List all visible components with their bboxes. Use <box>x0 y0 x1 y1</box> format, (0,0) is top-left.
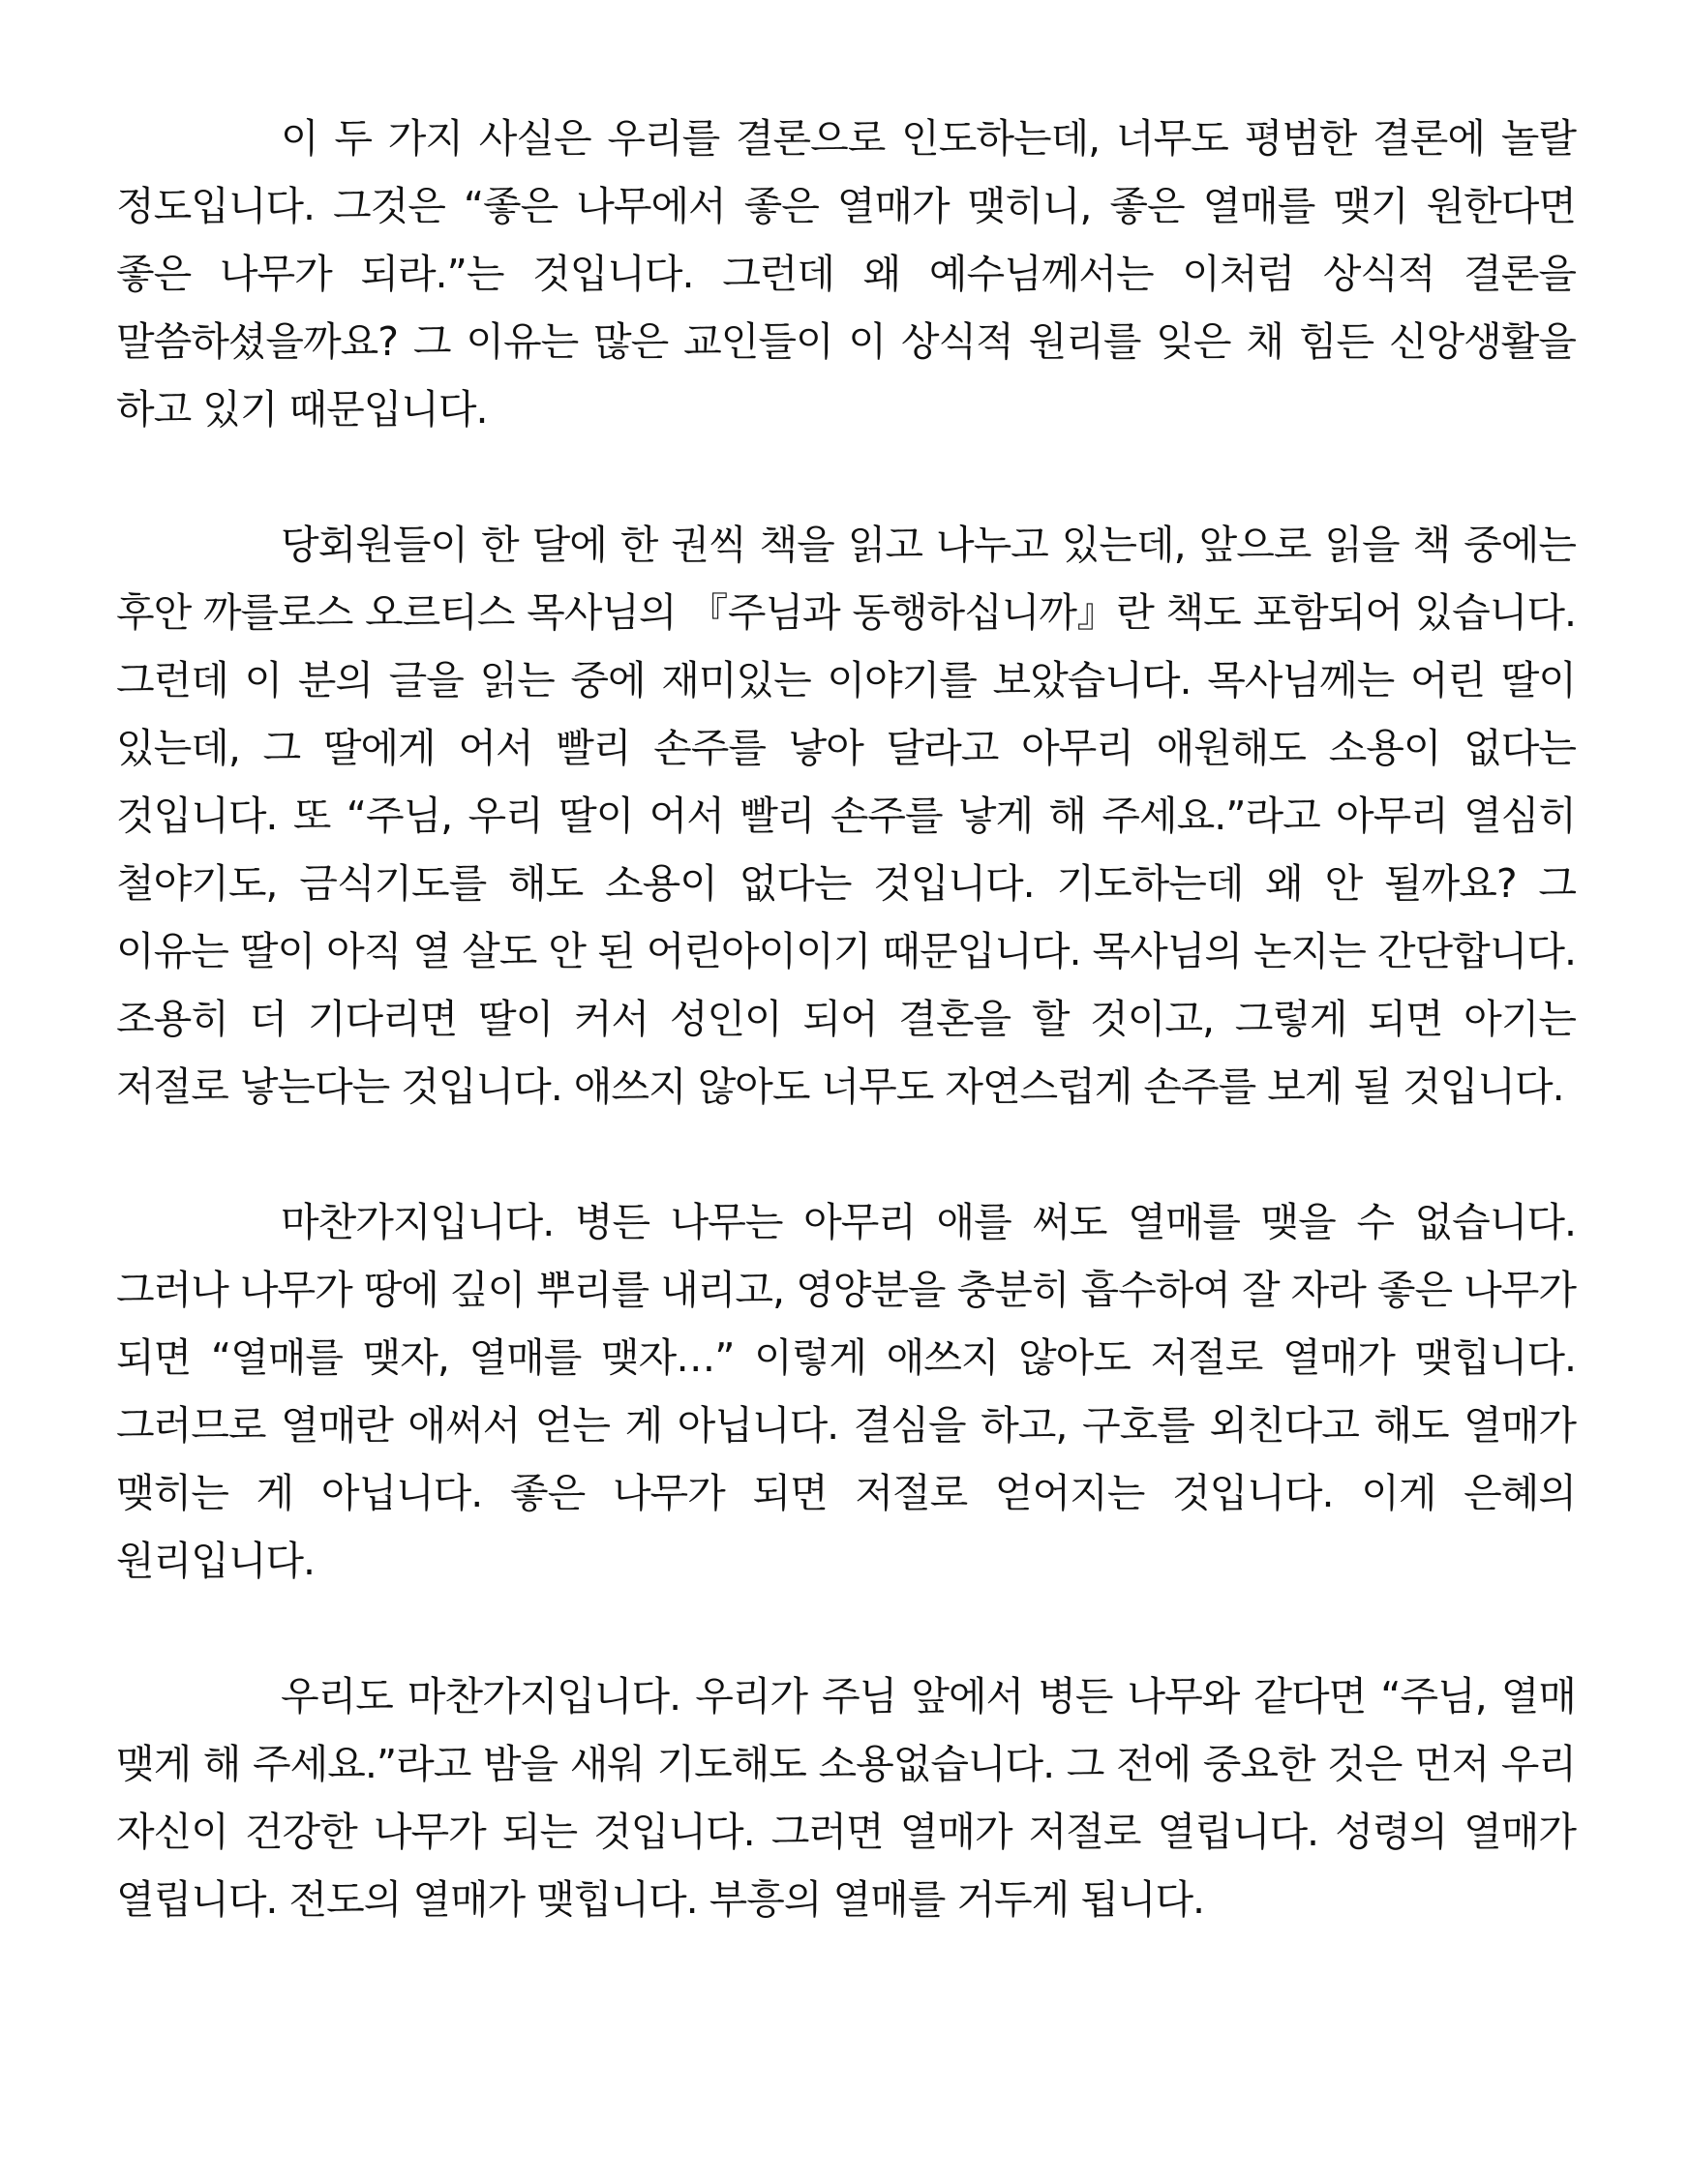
paragraph-4: 우리도 마찬가지입니다. 우리가 주님 앞에서 병든 나무와 같다면 “주님, 열매 맺게 해 주세요.”라고 밤을 새워 기도해도 소용없습니다. 그 전에 중요한 것은 먼저 우리 자신이 건강한 나무가 되는 것입니다. 그러면 열매가 저절로 열립니다. 성령의 열매가 열립니다. 전도의 열매가 맺힙니다. 부흥의 열매를 거두게 됩니다. <box>116 1673 1576 1923</box>
paragraph-3: 마찬가지입니다. 병든 나무는 아무리 애를 써도 열매를 맺을 수 없습니다. 그러나 나무가 땅에 깊이 뿌리를 내리고, 영양분을 충분히 흡수하여 잘 자라 좋은 나무가 되면 “열매를 맺자, 열매를 맺자…” 이렇게 애쓰지 않아도 저절로 열매가 맺힙니다. 그러므로 열매란 애써서 얻는 게 아닙니다. 결심을 하고, 구호를 외친다고 해도 열매가 맺히는 게 아닙니다. 좋은 나무가 되면 저절로 얻어지는 것입니다. 이게 은혜의 원리입니다. <box>116 1199 1576 1584</box>
paragraph-2: 당회원들이 한 달에 한 권씩 책을 읽고 나누고 있는데, 앞으로 읽을 책 중에는 후안 까를로스 오르티스 목사님의 『주님과 동행하십니까』란 책도 포함되어 있습니다. 그런데 이 분의 글을 읽는 중에 재미있는 이야기를 보았습니다. 목사님께는 어린 딸이 있는데, 그 딸에게 어서 빨리 손주를 낳아 달라고 아무리 애원해도 소용이 없다는 것입니다. 또 “주님, 우리 딸이 어서 빨리 손주를 낳게 해 주세요.”라고 아무리 열심히 철야기도, 금식기도를 해도 소용이 없다는 것입니다. 기도하는데 왜 안 될까요? 그 이유는 딸이 아직 열 살도 안 된 어린아이이기 때문입니다. 목사님의 논지는 간단합니다. 조용히 더 기다리면 딸이 커서 성인이 되어 결혼을 할 것이고, 그렇게 되면 아기는 저절로 낳는다는 것입니다. 애쓰지 않아도 너무도 자연스럽게 손주를 보게 될 것입니다. <box>116 522 1576 1110</box>
paragraph-1: 이 두 가지 사실은 우리를 결론으로 인도하는데, 너무도 평범한 결론에 놀랄 정도입니다. 그것은 “좋은 나무에서 좋은 열매가 맺히니, 좋은 열매를 맺기 원한다면 좋은 나무가 되라.”는 것입니다. 그런데 왜 예수님께서는 이처럼 상식적 결론을 말씀하셨을까요? 그 이유는 많은 교인들이 이 상식적 원리를 잊은 채 힘든 신앙생활을 하고 있기 때문입니다. <box>116 115 1576 433</box>
document-page <box>116 105 1576 1933</box>
